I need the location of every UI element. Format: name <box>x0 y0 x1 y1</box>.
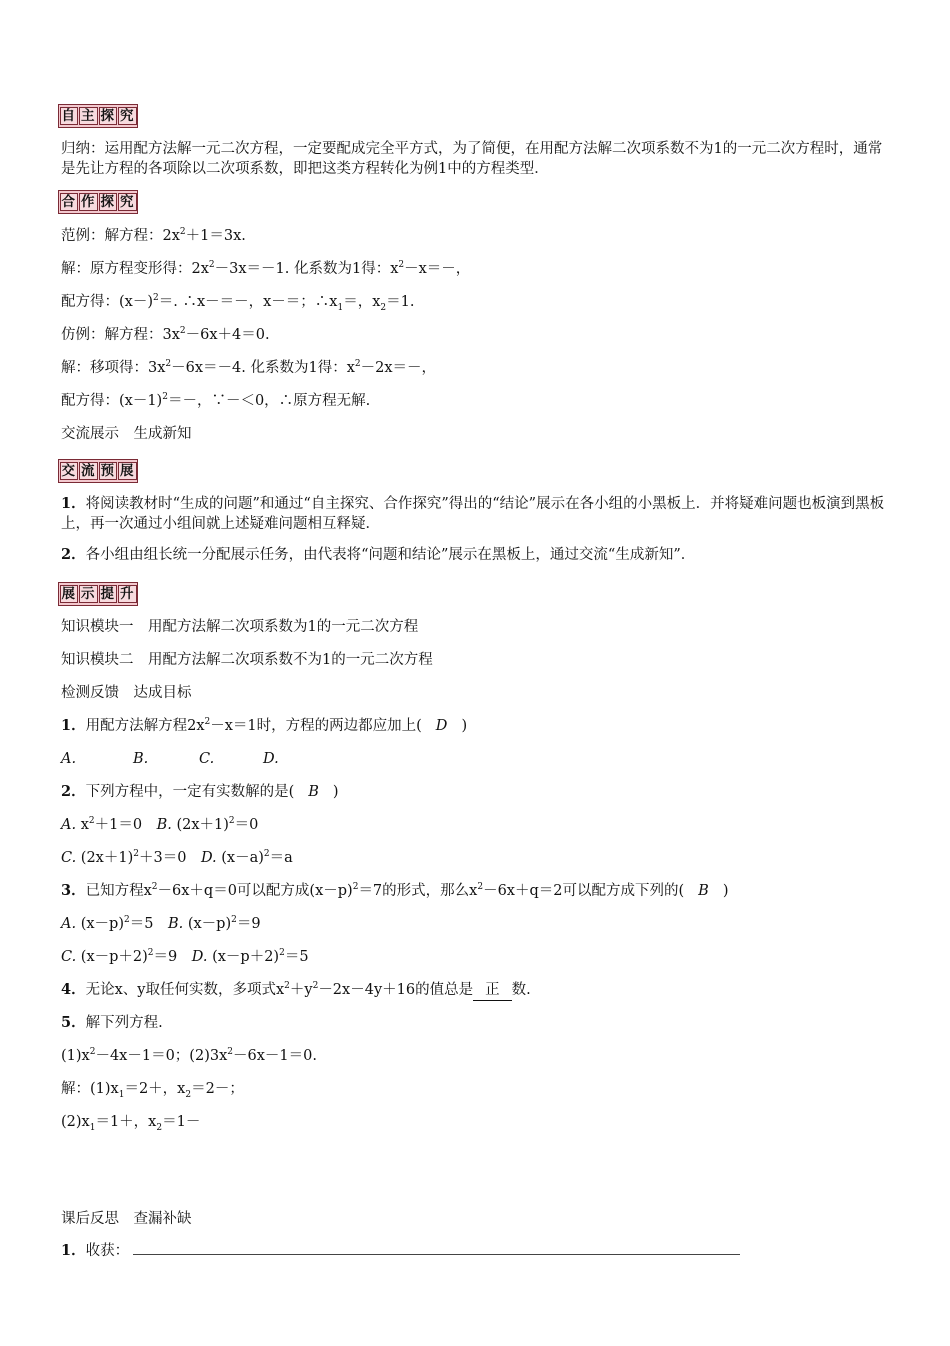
question-5-equations: $(1)x^2-4x-1=0$；$(2)3x^2-6x-1=0$. <box>61 1047 317 1064</box>
summary-text: 归纳：运用配方法解一元二次方程，一定要配成完全平方式，为了简便，在用配方法解二次项系数不为1的一元二次方程时，通常是先让方程的各项除以二次项系数，即把这类方程转化为例1中的方程类型． <box>61 141 883 177</box>
section-exchange: 交流展示 生成新知 <box>61 426 192 442</box>
share-item-1: 1．将阅读教材时“生成的问题”和通过“自主探究、合作探究”得出的“结论”展示在各小组的小黑板上．并将疑难问题也板演到黑板上，再一次通过小组间就上述疑难问题相互释疑． <box>61 495 885 532</box>
share-item-2: 2．各小组由组长统一分配展示任务，由代表将“问题和结论”展示在黑板上，通过交流“生成新知”． <box>61 546 696 563</box>
heading-explore: 自 主 探 究 <box>58 104 138 128</box>
question-4: 4．无论x、y取任何实数，多项式$x^2+y^2-2x-4y+16$的值总是 正 数. <box>61 980 531 1001</box>
question-1-options: A. B. C. D. <box>61 751 279 767</box>
answer-line <box>133 1254 740 1255</box>
question-5-solution-2: $(2)x_1=1+$，$x_2=1-$ <box>61 1114 201 1133</box>
section-check: 检测反馈 达成目标 <box>61 685 192 701</box>
question-3-options-cd: C. $(x-p+2)^2=9$ D. $(x-p+2)^2=5$ <box>61 948 309 965</box>
section-reflect: 课后反思 查漏补缺 <box>61 1211 192 1227</box>
answer-q3: B <box>698 883 709 899</box>
example-step-1: 解：原方程变形得：$2x^2-3x=-1$. 化系数为1得：$x^2-x=-$， <box>61 260 471 277</box>
question-3: 3．已知方程$x^2-6x+q=0$可以配方成$(x-p)^2=7$的形式，那么$x^2-6x+q=2$可以配方成下列的( B ) <box>61 882 729 899</box>
question-5: 5．解下列方程. <box>61 1014 163 1031</box>
imitation-step-1: 解：移项得：$3x^2-6x=-4$. 化系数为1得：$x^2-2x=-$， <box>61 359 437 376</box>
heading-show: 展 示 提 升 <box>58 582 138 606</box>
heading-share: 交 流 预 展 <box>58 459 138 483</box>
question-3-options-ab: A. $(x-p)^2=5$ B. $(x-p)^2=9$ <box>61 915 261 932</box>
reflect-item-1: 1．收获： <box>61 1242 130 1259</box>
question-2: 2．下列方程中，一定有实数解的是( B ) <box>61 783 339 800</box>
heading-coop: 合 作 探 究 <box>58 190 138 214</box>
example-title: 范例：解方程：$2x^2+1=3x$. <box>61 227 246 244</box>
question-5-solution-1: 解：$(1)x_1=2+$，$x_2=2-$； <box>61 1081 244 1100</box>
imitation-step-2: 配方得：$(x-1)^2=-$，∵－＜0，∴原方程无解. <box>61 392 371 409</box>
question-2-options-cd: C. $(2x+1)^2+3=0$ D. $(x-a)^2=a$ <box>61 849 293 866</box>
module-1: 知识模块一 用配方法解二次项系数为1的一元二次方程 <box>61 619 419 635</box>
imitation-title: 仿例：解方程：$3x^2-6x+4=0$. <box>61 326 270 343</box>
question-2-options-ab: A. $x^2+1=0$ B. $(2x+1)^2=0$ <box>61 816 259 833</box>
module-2: 知识模块二 用配方法解二次项系数不为1的一元二次方程 <box>61 652 433 668</box>
example-step-2: 配方得：$(x-)^2=$. ∴x－＝－，x－＝；$\therefore x_1=$，$x_2=1$. <box>61 293 415 313</box>
answer-q2: B <box>308 784 319 800</box>
answer-q1: D <box>435 718 448 734</box>
answer-q4: 正 <box>473 980 512 1001</box>
question-1: 1．用配方法解方程$2x^2-x=1$时，方程的两边都应加上( D ) <box>61 717 468 734</box>
